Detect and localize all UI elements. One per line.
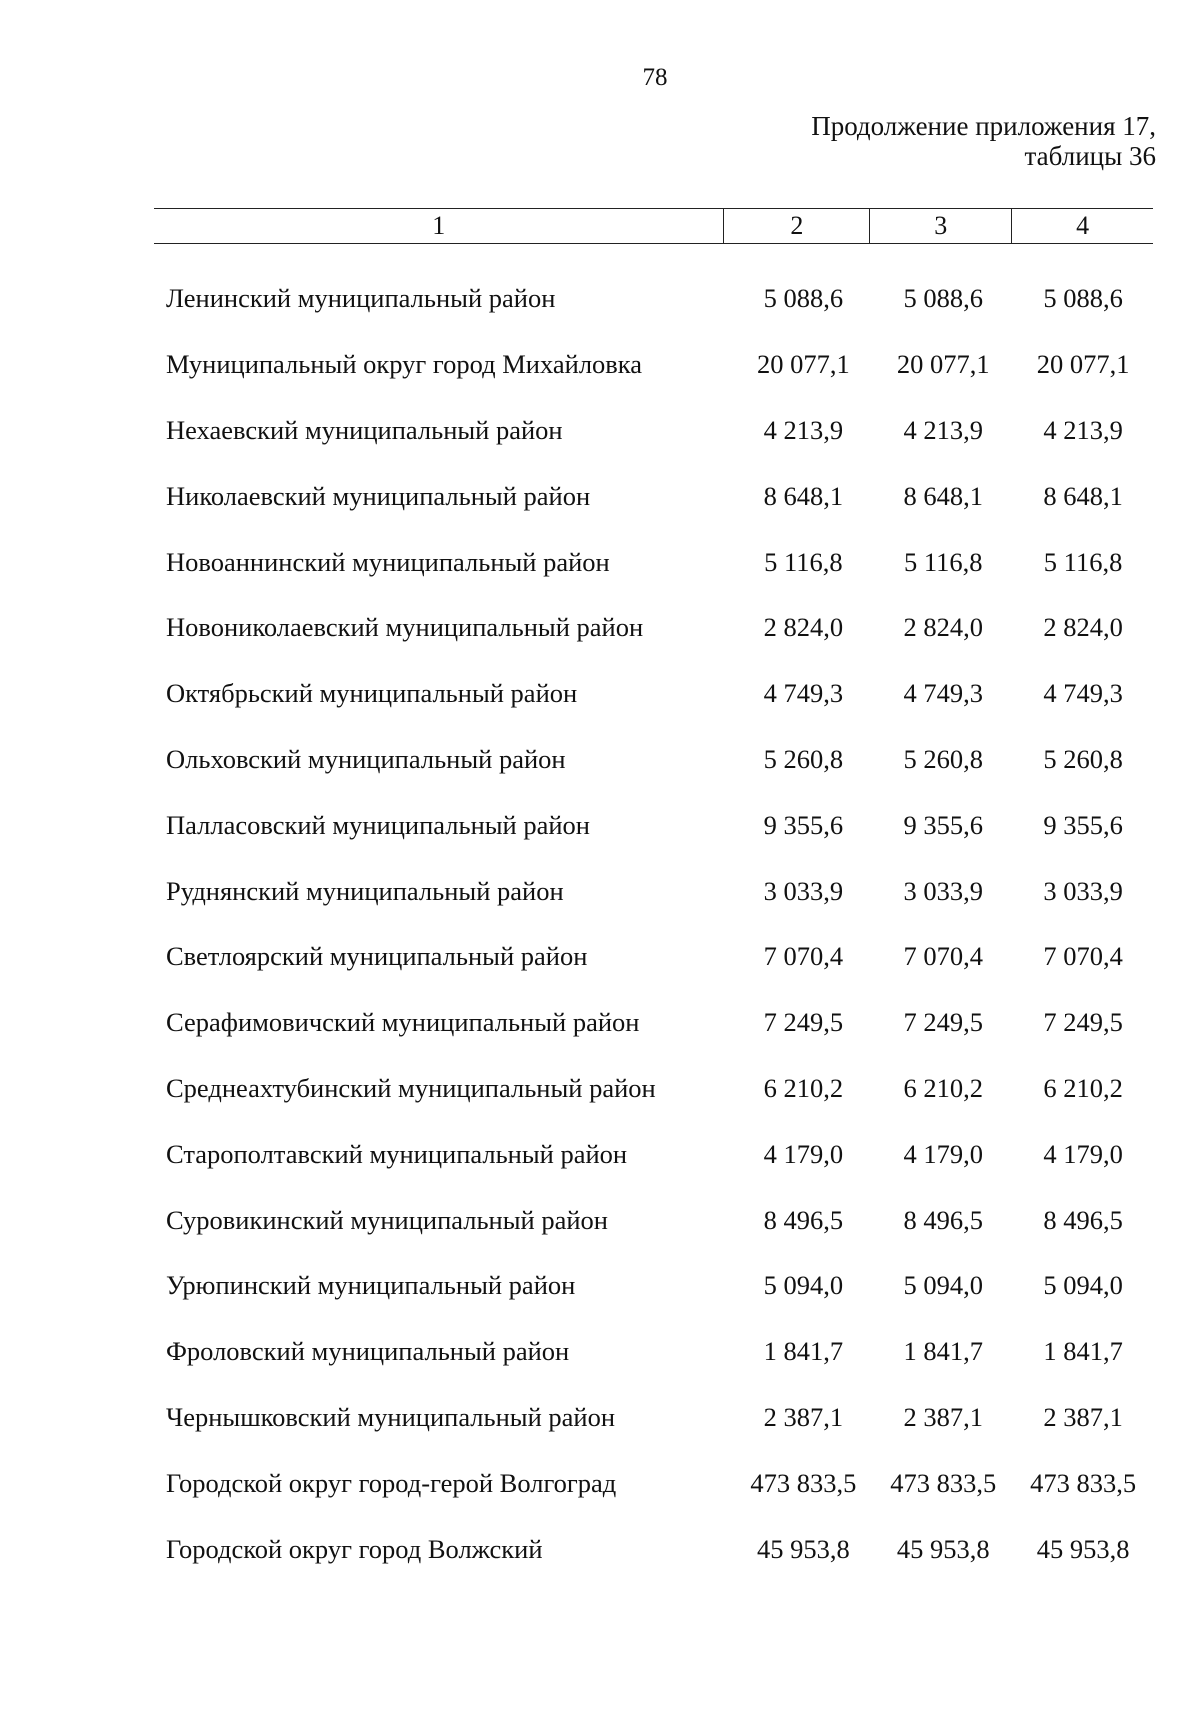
row-value-col-4: 473 833,5 [1030, 1467, 1137, 1498]
table-body [154, 266, 1153, 1582]
row-name: Нехаевский муниципальный район [166, 414, 563, 445]
row-value-col-3: 4 179,0 [903, 1138, 983, 1169]
row-value-col-3: 8 496,5 [903, 1204, 983, 1235]
header-col-2: 2 [723, 209, 869, 243]
row-name: Новониколаевский муниципальный район [166, 612, 644, 643]
table-row [154, 727, 1153, 793]
page-number: 78 [642, 64, 668, 91]
row-name: Руднянский муниципальный район [166, 875, 564, 906]
row-value-col-2: 45 953,8 [756, 1533, 850, 1564]
continuation-line-2: таблицы 36 [1024, 140, 1156, 171]
row-value-col-2: 8 496,5 [763, 1204, 844, 1235]
table-row [154, 266, 1153, 332]
row-value-col-4: 5 088,6 [1043, 283, 1123, 314]
row-value-col-2: 4 213,9 [763, 414, 844, 445]
row-value-col-4: 3 033,9 [1043, 875, 1123, 906]
row-name: Новоаннинский муниципальный район [166, 546, 610, 577]
table-row [154, 595, 1153, 661]
row-value-col-2: 4 749,3 [763, 678, 844, 709]
row-value-col-3: 9 355,6 [903, 809, 983, 840]
row-value-col-2: 5 260,8 [763, 743, 844, 774]
table-row [154, 858, 1153, 924]
row-value-col-3: 5 116,8 [903, 546, 983, 577]
row-value-col-4: 2 387,1 [1043, 1401, 1123, 1432]
row-name: Ленинский муниципальный район [166, 283, 556, 314]
row-value-col-2: 5 116,8 [764, 546, 843, 577]
row-value-col-4: 2 824,0 [1043, 612, 1123, 643]
row-name: Среднеахтубинский муниципальный район [166, 1072, 656, 1103]
row-value-col-2: 3 033,9 [763, 875, 844, 906]
row-value-col-4: 8 648,1 [1043, 480, 1123, 511]
row-value-col-3: 473 833,5 [890, 1467, 997, 1498]
row-value-col-4: 5 094,0 [1043, 1270, 1123, 1301]
row-value-col-3: 5 260,8 [903, 743, 983, 774]
data-table [154, 208, 1153, 1582]
row-value-col-3: 4 213,9 [903, 414, 983, 445]
row-value-col-2: 9 355,6 [763, 809, 844, 840]
row-value-col-4: 45 953,8 [1036, 1533, 1130, 1564]
table-row [154, 1056, 1153, 1122]
continuation-line-1: Продолжение приложения 17, [811, 111, 1156, 141]
row-value-col-2: 20 077,1 [756, 349, 850, 380]
row-value-col-4: 4 179,0 [1043, 1138, 1123, 1169]
row-name: Серафимовичский муниципальный район [166, 1007, 640, 1038]
row-value-col-3: 2 387,1 [903, 1401, 983, 1432]
row-name: Муниципальный округ город Михайловка [166, 349, 643, 380]
row-value-col-3: 6 210,2 [903, 1072, 983, 1103]
row-value-col-3: 5 088,6 [903, 283, 983, 314]
row-value-col-2: 5 094,0 [763, 1270, 844, 1301]
header-col-1: 1 [432, 211, 446, 240]
row-value-col-4: 20 077,1 [1036, 349, 1130, 380]
row-value-col-3: 4 749,3 [903, 678, 983, 709]
row-value-col-3: 7 070,4 [903, 941, 983, 972]
row-value-col-4: 5 116,8 [1043, 546, 1123, 577]
table-row [154, 924, 1153, 990]
row-name: Суровикинский муниципальный район [166, 1204, 608, 1235]
row-value-col-3: 45 953,8 [896, 1533, 990, 1564]
table-row [154, 463, 1153, 529]
table-row [154, 990, 1153, 1056]
table-row [154, 332, 1153, 398]
row-name: Городской округ город-герой Волгоград [166, 1467, 617, 1498]
row-value-col-4: 8 496,5 [1043, 1204, 1123, 1235]
row-name: Николаевский муниципальный район [166, 480, 591, 511]
row-value-col-3: 2 824,0 [903, 612, 983, 643]
row-value-col-4: 5 260,8 [1043, 743, 1123, 774]
row-value-col-2: 4 179,0 [763, 1138, 844, 1169]
table-header [154, 208, 1153, 244]
table-row [154, 1516, 1153, 1582]
row-value-col-2: 7 070,4 [763, 941, 844, 972]
row-value-col-3: 3 033,9 [903, 875, 983, 906]
row-value-col-3: 1 841,7 [903, 1336, 983, 1367]
row-value-col-3: 7 249,5 [903, 1007, 983, 1038]
row-value-col-2: 1 841,7 [763, 1336, 844, 1367]
row-value-col-4: 1 841,7 [1043, 1336, 1123, 1367]
row-value-col-2: 7 249,5 [763, 1007, 844, 1038]
row-value-col-2: 473 833,5 [750, 1467, 857, 1498]
table-row [154, 1450, 1153, 1516]
row-name: Урюпинский муниципальный район [166, 1270, 576, 1301]
row-value-col-4: 6 210,2 [1043, 1072, 1123, 1103]
row-value-col-4: 9 355,6 [1043, 809, 1123, 840]
row-name: Светлоярский муниципальный район [166, 941, 588, 972]
row-name: Городской округ город Волжский [166, 1533, 543, 1564]
row-name: Чернышковский муниципальный район [166, 1401, 616, 1432]
table-row [154, 1385, 1153, 1451]
table-row [154, 1319, 1153, 1385]
row-value-col-4: 7 249,5 [1043, 1007, 1123, 1038]
row-value-col-3: 5 094,0 [903, 1270, 983, 1301]
row-value-col-4: 4 749,3 [1043, 678, 1123, 709]
row-value-col-4: 4 213,9 [1043, 414, 1123, 445]
table-row [154, 792, 1153, 858]
table-row [154, 661, 1153, 727]
row-value-col-2: 6 210,2 [763, 1072, 844, 1103]
table-row [154, 398, 1153, 464]
table-row [154, 1253, 1153, 1319]
header-col-3: 3 [869, 209, 1011, 243]
continuation-note [811, 112, 1156, 172]
row-value-col-2: 2 387,1 [763, 1401, 844, 1432]
table-row [154, 1187, 1153, 1253]
row-value-col-3: 20 077,1 [896, 349, 990, 380]
row-value-col-2: 2 824,0 [763, 612, 844, 643]
row-value-col-4: 7 070,4 [1043, 941, 1123, 972]
row-value-col-2: 5 088,6 [763, 283, 844, 314]
row-name: Октябрьский муниципальный район [166, 678, 578, 709]
header-col-4: 4 [1011, 209, 1153, 243]
row-value-col-3: 8 648,1 [903, 480, 983, 511]
row-name: Фроловский муниципальный район [166, 1336, 570, 1367]
row-name: Ольховский муниципальный район [166, 743, 566, 774]
row-name: Палласовский муниципальный район [166, 809, 590, 840]
row-value-col-2: 8 648,1 [763, 480, 844, 511]
table-row [154, 529, 1153, 595]
row-name: Старополтавский муниципальный район [166, 1138, 628, 1169]
table-row [154, 1121, 1153, 1187]
